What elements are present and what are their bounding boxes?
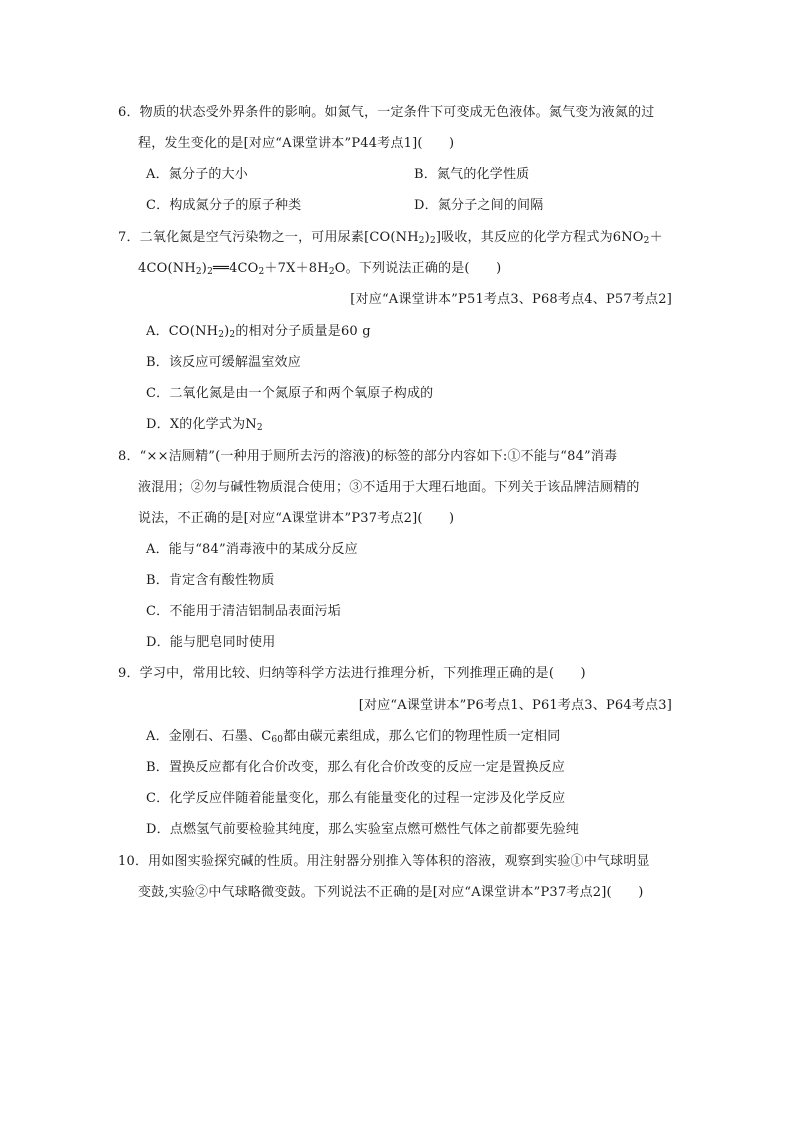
q7-option-d: D．X的化学式为$N_2$ — [146, 417, 263, 433]
q7-reference: [对应“A课堂讲本”P51考点3、P68考点4、P57考点2] — [350, 292, 672, 307]
q9-reference: [对应“A课堂讲本”P6考点1、P61考点3、P64考点3] — [358, 698, 672, 713]
q7-option-a: A．$CO(NH_2)_2$的相对分子质量是60 g — [146, 324, 371, 340]
q9-option-a: A．金刚石、石墨、$C_{60}$都由碳元素组成，那么它们的物理性质一定相同 — [146, 729, 561, 745]
q9-option-b: B．置换反应都有化合价改变，那么有化合价改变的反应一定是置换反应 — [146, 760, 565, 775]
q7-option-b: B．该反应可缓解温室效应 — [146, 355, 301, 370]
q8-option-d: D．能与肥皂同时使用 — [146, 635, 276, 650]
q7-stem-line2: $4CO(NH_2)_2══4CO_2+7X+8H_2O$。下列说法正确的是( ) — [138, 261, 502, 277]
q6-stem-line2: 程，发生变化的是[对应“A课堂讲本”P44考点1]( ) — [138, 136, 455, 151]
q6-option-b: B．氮气的化学性质 — [414, 167, 530, 182]
q8-option-b: B．肯定含有酸性物质 — [146, 573, 275, 588]
q9-option-c: C．化学反应伴随着能量变化，那么有能量变化的过程一定涉及化学反应 — [146, 791, 566, 806]
q10-stem-line1: 10．用如图实验探究碱的性质。用注射器分别推入等体积的溶液，观察到实验①中气球明显 — [118, 854, 650, 869]
q6-option-a: A．氮分子的大小 — [146, 167, 248, 182]
q8-stem-line1: 8．“××洁厕精”(一种用于厕所去污的溶液)的标签的部分内容如下:①不能与“84”消毒 — [118, 449, 618, 464]
q8-option-c: C．不能用于清洁铝制品表面污垢 — [146, 604, 341, 619]
q6-option-d: D．氮分子之间的间隔 — [414, 198, 544, 213]
q10-stem-line2: 变鼓,实验②中气球略微变鼓。下列说法不正确的是[对应“A课堂讲本”P37考点2]( ) — [138, 885, 644, 900]
q7-option-c: C．二氧化氮是由一个氮原子和两个氧原子构成的 — [146, 386, 434, 401]
q9-stem-line1: 9．学习中，常用比较、归纳等科学方法进行推理分析，下列推理正确的是( ) — [118, 666, 586, 681]
q8-stem-line3: 说法，不正确的是[对应“A课堂讲本”P37考点2]( ) — [138, 511, 455, 526]
q8-option-a: A．能与“84”消毒液中的某成分反应 — [146, 542, 358, 557]
q7-stem-line1: 7．二氧化氮是空气污染物之一，可用尿素$[CO(NH_2)_2]$吸收，其反应的化学方程式为$6NO_2+$ — [118, 230, 663, 246]
q6-stem-line1: 6．物质的状态受外界条件的影响。如氮气，一定条件下可变成无色液体。氮气变为液氮的过 — [118, 105, 655, 120]
q8-stem-line2: 液混用；②勿与碱性物质混合使用；③不适用于大理石地面。下列关于该品牌洁厕精的 — [138, 480, 640, 495]
q6-option-c: C．构成氮分子的原子种类 — [146, 198, 302, 213]
q9-option-d: D．点燃氢气前要检验其纯度，那么实验室点燃可燃性气体之前都要先验纯 — [146, 822, 580, 837]
